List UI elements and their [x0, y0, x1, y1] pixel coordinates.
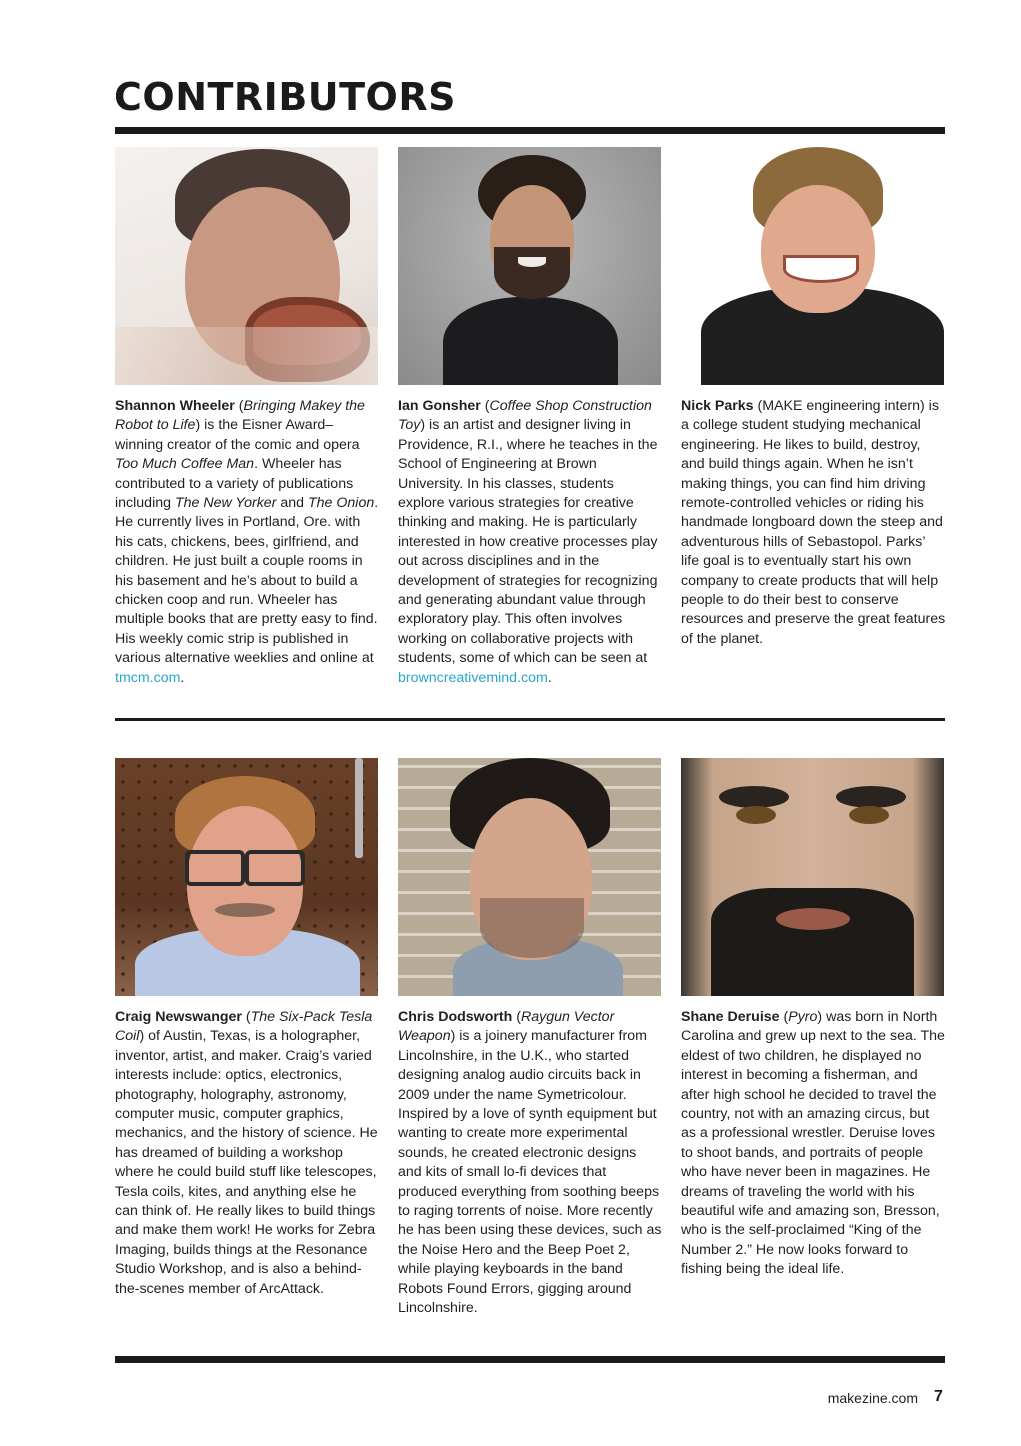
bottom-divider	[115, 1356, 945, 1363]
footer-site: makezine.com	[827, 1390, 918, 1406]
bio-italic-title: The Onion	[307, 495, 375, 512]
contributor-photo	[115, 758, 378, 996]
page-title: CONTRIBUTORS	[114, 75, 456, 119]
bio-text: is the Eisner Award–winning creator of the comic and opera	[115, 417, 360, 453]
bio-text: .	[180, 669, 185, 686]
contributor-project: The Six-Pack Tesla Coil	[115, 1009, 373, 1045]
bio-text: is a joinery manufacturer from Lincolnshire, in the U.K., who started designing analog audio circuits back in 2009 under the name Symetricolour. Inspired by a love of synth equipment but wanting to create more experimental sounds, he created electronic designs and kits of small lo-fi devices that produced everything from soothing beeps to raging torrents of noise. More recently he has been using these devices, such as the Noise Hero and the Beep Poet 2, while playing keyboards in the band Robots Found Errors, gigging around Lincolnshire.	[398, 1028, 662, 1317]
contributor-bio: Chris Dodsworth (Raygun Vector Weapon) is a joinery manufacturer from Lincolnshire, in the U.K., who started designing analog audio circuits back in 2009 under the name Symetricolour. Inspired by a love of synth equipment but wanting to create more experimental sounds, he created electronic designs and kits of small lo-fi devices that produced everything from soothing beeps to raging torrents of noise. More recently he has been using these devices, such as the Noise Hero and the Beep Poet 2, while playing keyboards in the band Robots Found Errors, gigging around Lincolnshire.	[398, 1009, 662, 1317]
bio-text: is an artist and designer living in Providence, R.I., where he teaches in the School of Engineering at Brown University. In his classes, students explore various strategies for creative thinking and making. He is particularly interested in how creative processes play out across disciplines and in the development of strategies for recognizing and generating abundant value through exploratory play. This often involves working on collaborative projects with students, some of which can be seen at	[398, 417, 658, 667]
contributor-name: Shane Deruise	[681, 1009, 780, 1025]
contributor-project: Raygun Vector Weapon	[398, 1009, 615, 1045]
contributor-card-shane-deruise	[681, 758, 946, 1280]
contributor-card-shannon-wheeler	[115, 147, 380, 688]
contributor-name: Craig Newswanger	[115, 1009, 242, 1025]
bio-text: . Wheeler has contributed to a variety of publications including	[115, 456, 354, 512]
bio-text: is a college student studying mechanical engineering. He likes to build, destroy, and build things again. When he isn’t making things, you can find him driving remote-controlled vehicles or riding his handmade longboard down the steep and adventurous hills of Sebastopol. Parks’ life goal is to eventually start his own company to create products that will help people to do their best to conserve resources and preserve the great features of the planet.	[681, 398, 946, 647]
contributor-card-chris-dodsworth	[398, 758, 663, 1319]
contributor-photo	[398, 147, 661, 385]
contributor-bio: Nick Parks (MAKE engineering intern) is a college student studying mechanical engineering. He likes to build, destroy, and build things again. When he isn’t making things, you can find him driving remote-controlled vehicles or riding his handmade longboard down the steep and adventurous hills of Sebastopol. Parks’ life goal is to eventually start his own company to create products that will help people to do their best to conserve resources and preserve the great features of the planet.	[681, 398, 946, 647]
contributor-name: Shannon Wheeler	[115, 398, 235, 414]
contributor-photo	[115, 147, 378, 385]
bio-text: of Austin, Texas, is a holographer, inventor, artist, and maker. Craig’s varied interests include: optics, electronics, photography, holography, astronomy, computer music, computer graphics, mechanics, and the history of science. He has dreamed of building a workshop where he could build stuff like telescopes, Tesla coils, kites, and anything else he can think of. He really likes to build things and make them work! He works for Zebra Imaging, builds things at the Resonance Studio Workshop, and is also a behind-the-scenes member of ArcAttack.	[115, 1028, 378, 1297]
contributor-project: Pyro	[788, 1009, 818, 1025]
bio-italic-title: Too Much Coffee Man	[115, 456, 255, 473]
bio-text: was born in North Carolina and grew up next to the sea. The eldest of two children, he displayed no interest in becoming a fisherman, and after high school he decided to travel the country, not with an amazing circus, but as a professional wrestler. Deruise loves to shoot bands, and portraits of people who have never been in magazines. He dreams of traveling the world with his beautiful wife and amazing son, Bresson, who is the self-proclaimed “King of the Number 2.” He now looks forward to fishing being the ideal life.	[681, 1009, 945, 1278]
bio-text: .	[547, 669, 552, 686]
contributor-bio: Shane Deruise (Pyro) was born in North Carolina and grew up next to the sea. The eldest of two children, he displayed no interest in becoming a fisherman, and after high school he decided to travel the country, not with an amazing circus, but as a professional wrestler. Deruise loves to shoot bands, and portraits of people who have never been in magazines. He dreams of traveling the world with his beautiful wife and amazing son, Bresson, who is the self-proclaimed “King of the Number 2.” He now looks forward to fishing being the ideal life.	[681, 1009, 945, 1278]
contributor-project: Coffee Shop Construction Toy	[398, 398, 652, 434]
contributor-name: Ian Gonsher	[398, 398, 481, 414]
contributor-bio: Craig Newswanger (The Six-Pack Tesla Coil) of Austin, Texas, is a holographer, inventor, artist, and maker. Craig’s varied interests include: optics, electronics, photography, holography, astronomy, computer music, computer graphics, mechanics, and the history of science. He has dreamed of building a workshop where he could build stuff like telescopes, Tesla coils, kites, and anything else he can think of. He really likes to build things and make them work! He works for Zebra Imaging, builds things at the Resonance Studio Workshop, and is also a behind-the-scenes member of ArcAttack.	[115, 1009, 378, 1297]
top-divider	[115, 127, 945, 134]
contributor-project: Bringing Makey the Robot to Life	[115, 398, 365, 434]
contributor-card-ian-gonsher	[398, 147, 663, 688]
bio-text: . He currently lives in Portland, Ore. with his cats, chickens, bees, girlfriend, and children. He just built a couple rooms in his basement and he’s about to build a chicken coop and run. Wheeler has multiple books that are pretty easy to find. His weekly comic strip is published in various alternative weeklies and online at	[115, 495, 379, 667]
contributor-bio: Shannon Wheeler (Bringing Makey the Robot to Life) is the Eisner Award–winning creator of the comic and opera Too Much Coffee Man. Wheeler has contributed to a variety of publications including The New Yorker and The Onion. He currently lives in Portland, Ore. with his cats, chickens, bees, girlfriend, and children. He just built a couple rooms in his basement and he’s about to build a chicken coop and run. Wheeler has multiple books that are pretty easy to find. His weekly comic strip is published in various alternative weeklies and online at tmcm.com.	[115, 398, 379, 686]
bio-italic-title: The New Yorker	[174, 495, 277, 512]
contributor-name: Nick Parks	[681, 398, 754, 414]
website-link[interactable]: browncreativemind.com	[398, 669, 548, 686]
website-link[interactable]: tmcm.com	[115, 669, 181, 686]
contributor-photo	[398, 758, 661, 996]
contributor-project: MAKE engineering intern	[762, 398, 920, 414]
contributor-photo	[681, 147, 944, 385]
contributor-photo	[681, 758, 944, 996]
contributor-card-craig-newswanger	[115, 758, 380, 1299]
contributor-card-nick-parks	[681, 147, 946, 649]
section-divider	[115, 718, 945, 721]
contributor-bio: Ian Gonsher (Coffee Shop Construction Toy) is an artist and designer living in Providence, R.I., where he teaches in the School of Engineering at Brown University. In his classes, students explore various strategies for creative thinking and making. He is particularly interested in how creative processes play out across disciplines and in the development of strategies for recognizing and generating abundant value through exploratory play. This often involves working on collaborative projects with students, some of which can be seen at browncreativemind.com.	[398, 398, 658, 686]
page-number: 7	[934, 1388, 943, 1405]
bio-text: and	[276, 495, 308, 512]
contributor-name: Chris Dodsworth	[398, 1009, 513, 1025]
